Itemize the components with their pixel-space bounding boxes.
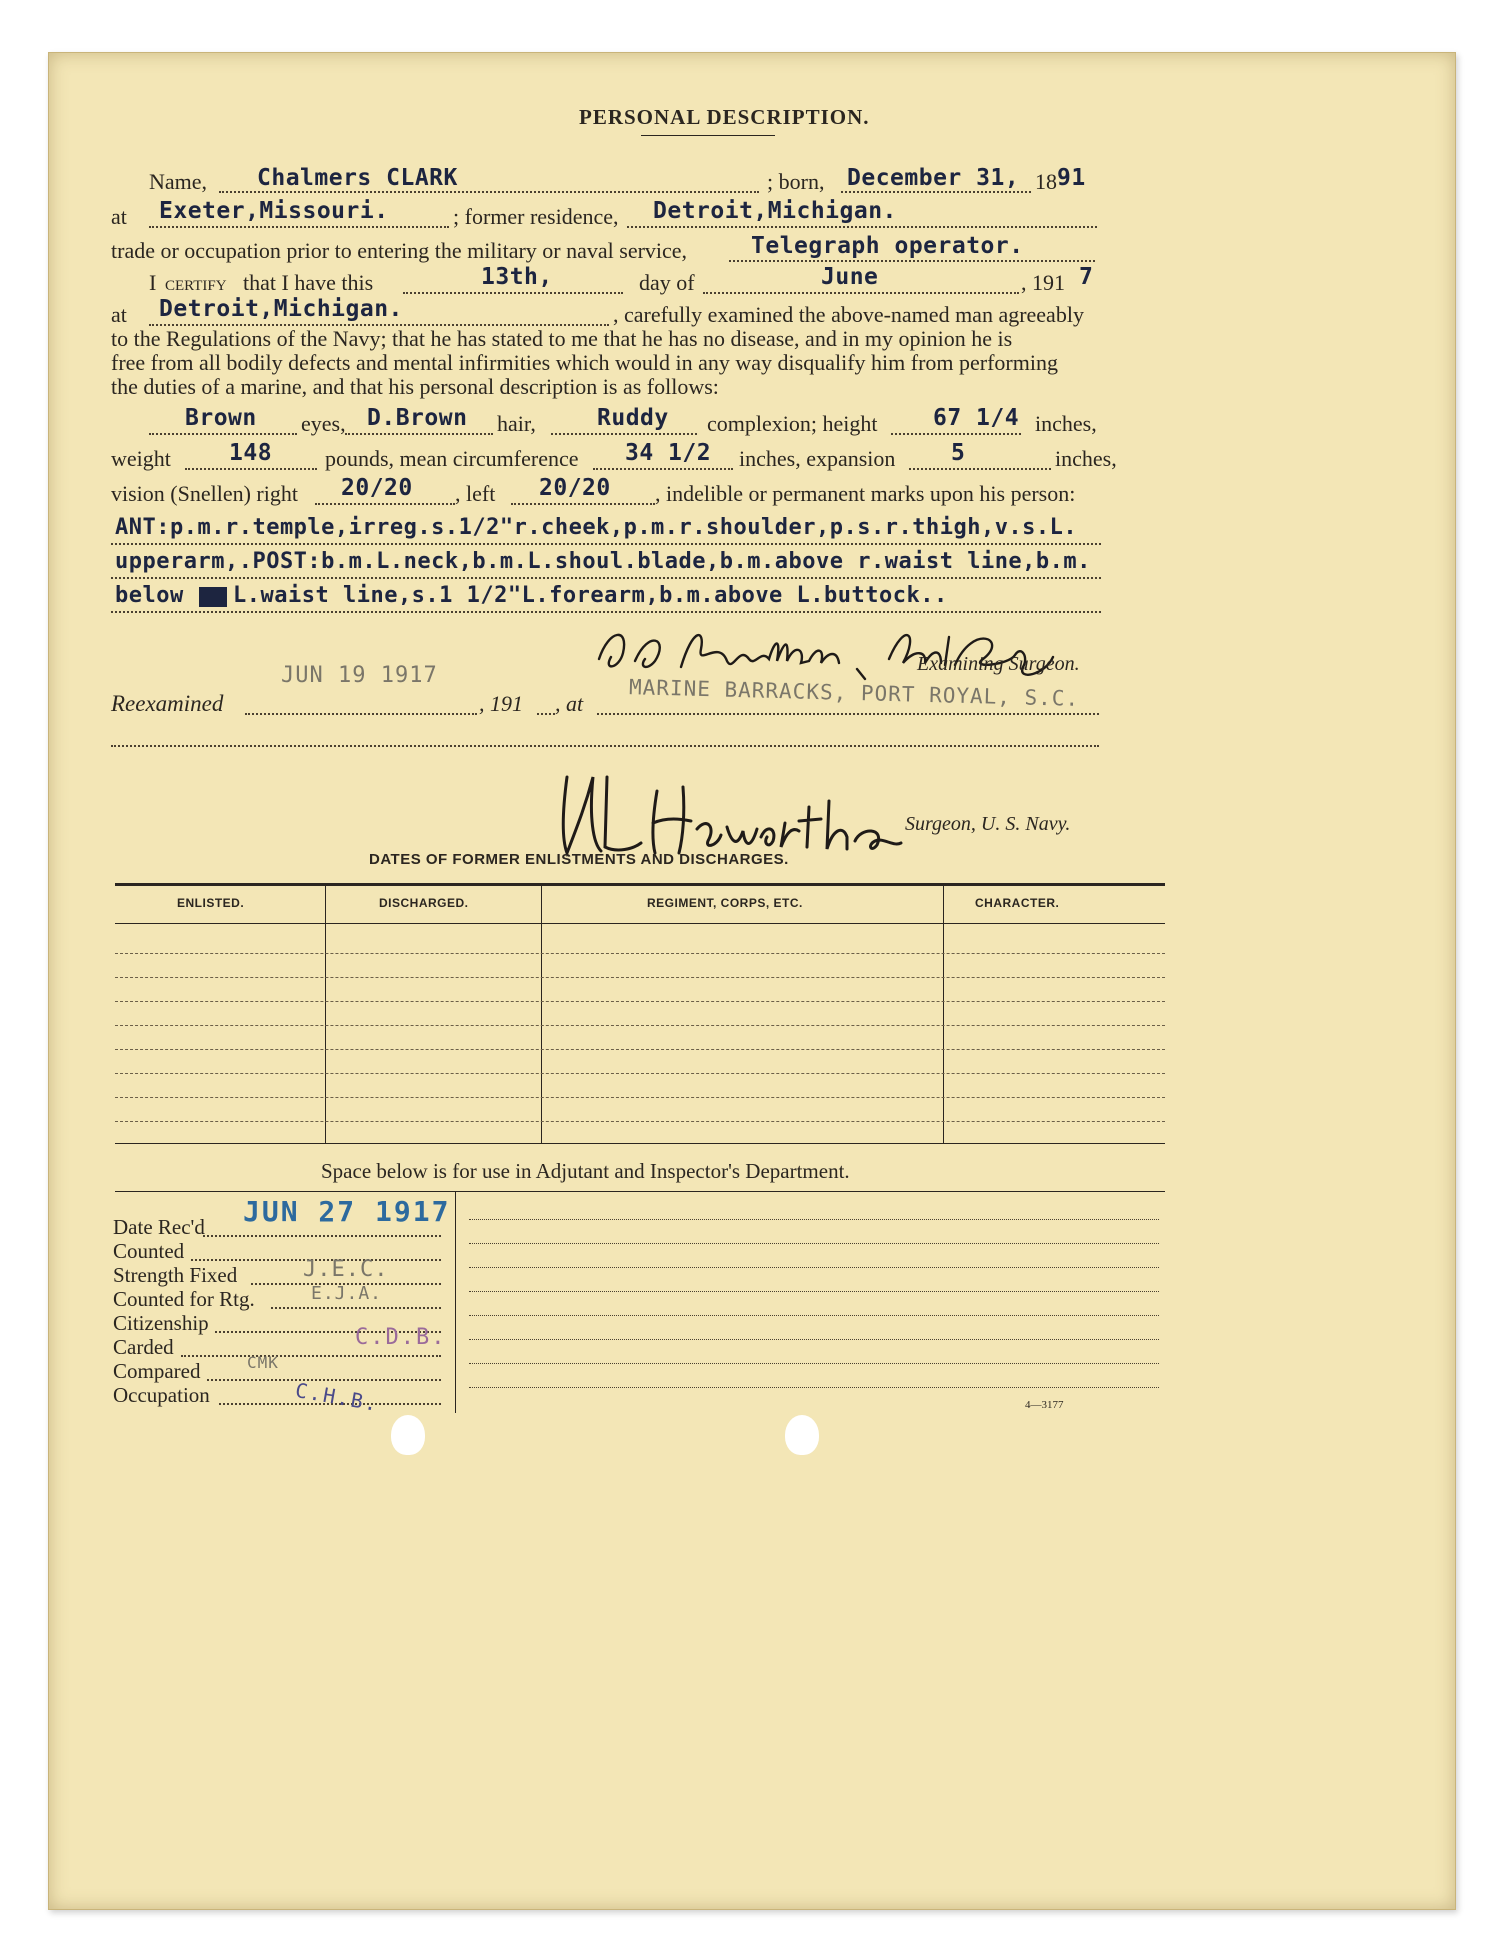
name-label: Name, bbox=[149, 169, 208, 194]
table-col-divider-1 bbox=[325, 886, 326, 1143]
circumference-value: 34 1/2 bbox=[625, 440, 712, 466]
birthplace-line bbox=[149, 226, 449, 228]
compared-line bbox=[207, 1379, 441, 1381]
reexamined-label: Reexamined bbox=[111, 691, 224, 716]
born-year-value: 91 bbox=[1057, 165, 1086, 191]
col-header-enlisted: ENLISTED. bbox=[177, 896, 245, 910]
birthplace-value: Exeter,Missouri. bbox=[159, 198, 389, 224]
form-sheet bbox=[48, 52, 1456, 1910]
reexam-at-label: , at bbox=[555, 691, 584, 716]
counted-rtg-initials-stamp: E.J.A. bbox=[311, 1283, 383, 1304]
table-row bbox=[115, 1073, 1165, 1074]
reexam-year-label: , 191 bbox=[479, 691, 523, 716]
reexam-date-line bbox=[245, 713, 477, 715]
carded-initials-stamp: C.D.B. bbox=[355, 1325, 447, 1350]
former-residence-line bbox=[627, 226, 1097, 228]
adjutant-right-row bbox=[469, 1267, 1159, 1268]
certify-i: I bbox=[149, 270, 157, 295]
marks-underline-1 bbox=[111, 543, 1101, 545]
vision-right-line bbox=[315, 503, 455, 505]
adjutant-right-row bbox=[469, 1219, 1159, 1220]
eyes-line bbox=[149, 433, 297, 435]
occupation-label: trade or occupation prior to entering the military or naval service, bbox=[111, 238, 688, 263]
complexion-line bbox=[551, 433, 697, 435]
adjutant-right-row bbox=[469, 1363, 1159, 1364]
adjutant-right-row bbox=[469, 1243, 1159, 1244]
punch-hole-left bbox=[391, 1415, 425, 1455]
reexam-place-stamp: MARINE BARRACKS, PORT ROYAL, S.C. bbox=[628, 675, 1080, 711]
reexam-extra-line bbox=[111, 745, 1099, 747]
exam-month-value: June bbox=[821, 264, 879, 290]
table-header-border bbox=[115, 923, 1165, 924]
carded-line bbox=[181, 1355, 441, 1357]
former-residence-label: ; former residence, bbox=[453, 204, 619, 229]
field-counted: Counted bbox=[113, 1239, 185, 1263]
reexam-year-line bbox=[537, 713, 555, 715]
adjutant-top-border bbox=[115, 1191, 1165, 1192]
name-value: Chalmers CLARK bbox=[257, 165, 458, 191]
col-header-character: CHARACTER. bbox=[975, 896, 1060, 910]
weight-value: 148 bbox=[229, 440, 273, 466]
name-line bbox=[219, 191, 759, 193]
adjutant-right-row bbox=[469, 1339, 1159, 1340]
table-row bbox=[115, 1025, 1165, 1026]
marks-line-3a: below bbox=[115, 583, 184, 608]
certify-word: certify bbox=[165, 270, 227, 295]
strength-initials-stamp: J.E.C. bbox=[303, 1257, 389, 1282]
born-value: December 31, bbox=[847, 165, 1020, 191]
counted-rtg-line bbox=[271, 1307, 441, 1309]
height-line bbox=[891, 433, 1021, 435]
paragraph-line-4: the duties of a marine, and that his personal description is as follows: bbox=[111, 374, 719, 399]
born-label: ; born, bbox=[767, 169, 825, 194]
surgeon-navy-label: Surgeon, U. S. Navy. bbox=[905, 813, 1071, 835]
height-label: inches, bbox=[1035, 411, 1097, 436]
expansion-value: 5 bbox=[951, 440, 966, 466]
field-date-recd: Date Rec'd bbox=[113, 1215, 205, 1239]
weight-line bbox=[185, 468, 317, 470]
former-residence-value: Detroit,Michigan. bbox=[653, 198, 897, 224]
born-year-prefix: 18 bbox=[1035, 169, 1057, 194]
reexam-place-line bbox=[597, 713, 1099, 715]
height-value: 67 1/4 bbox=[933, 405, 1020, 431]
page-title: PERSONAL DESCRIPTION. bbox=[579, 105, 870, 129]
exam-month-line bbox=[703, 292, 1019, 294]
col-header-discharged: DISCHARGED. bbox=[379, 896, 469, 910]
field-carded: Carded bbox=[113, 1335, 174, 1359]
hair-label: hair, bbox=[497, 411, 536, 436]
exam-place-value: Detroit,Michigan. bbox=[159, 296, 403, 322]
eyes-value: Brown bbox=[185, 405, 257, 431]
vision-label: vision (Snellen) right bbox=[111, 481, 298, 506]
occupation-value: Telegraph operator. bbox=[751, 233, 1024, 259]
compared-initials: CMK bbox=[247, 1353, 279, 1372]
vision-left-line bbox=[511, 503, 655, 505]
hair-value: D.Brown bbox=[367, 405, 468, 431]
exam-day-value: 13th, bbox=[481, 264, 553, 290]
marks-line-2: upperarm,.POST:b.m.L.neck,b.m.L.shoul.blade,b.m.above r.waist line,b.m. bbox=[115, 549, 1091, 574]
marks-line-3b: L.waist line,s.1 1/2"L.forearm,b.m.above L.buttock.. bbox=[233, 583, 948, 608]
pounds-label: pounds, mean circumference bbox=[325, 446, 579, 471]
adjutant-right-row bbox=[469, 1315, 1159, 1316]
form-number: 4—3177 bbox=[1025, 1399, 1064, 1411]
vision-left-value: 20/20 bbox=[539, 475, 611, 501]
field-occupation: Occupation bbox=[113, 1383, 210, 1407]
marks-label: , indelible or permanent marks upon his person: bbox=[655, 481, 1076, 506]
complexion-label: complexion; height bbox=[707, 411, 878, 436]
table-row bbox=[115, 1097, 1165, 1098]
adjutant-right-row bbox=[469, 1387, 1159, 1388]
hair-line bbox=[345, 433, 493, 435]
paragraph-line-2: to the Regulations of the Navy; that he has stated to me that he has no disease, and in my opinion he is bbox=[111, 326, 1013, 351]
adjutant-divider bbox=[455, 1191, 456, 1413]
date-recd-line bbox=[203, 1235, 441, 1237]
exam-tail-text: , carefully examined the above-named man agreeably bbox=[613, 302, 1084, 327]
complexion-value: Ruddy bbox=[597, 405, 669, 431]
weight-label: weight bbox=[111, 446, 171, 471]
col-header-regiment: REGIMENT, CORPS, ETC. bbox=[647, 896, 803, 910]
occupation-initials-stamp: C.H.B. bbox=[293, 1377, 381, 1417]
exam-year-value: 7 bbox=[1079, 264, 1094, 290]
punch-hole-right bbox=[785, 1415, 819, 1455]
vision-right-value: 20/20 bbox=[341, 475, 413, 501]
exam-place-label: at bbox=[111, 302, 127, 327]
marks-underline-2 bbox=[111, 577, 1101, 579]
born-line bbox=[841, 191, 1031, 193]
exam-year-prefix: , 191 bbox=[1021, 270, 1065, 295]
exam-day-line bbox=[403, 292, 623, 294]
expansion-label: inches, expansion bbox=[739, 446, 896, 471]
reexam-date-stamp: JUN 19 1917 bbox=[281, 663, 438, 688]
adjutant-heading: Space below is for use in Adjutant and Inspector's Department. bbox=[321, 1159, 850, 1183]
marks-line-1: ANT:p.m.r.temple,irreg.s.1/2"r.cheek,p.m.r.shoulder,p.s.r.thigh,v.s.L. bbox=[115, 515, 1078, 540]
vision-left-label: , left bbox=[455, 481, 496, 506]
circumference-line bbox=[593, 468, 733, 470]
paragraph-line-3: free from all bodily defects and mental infirmities which would in any way disqualify him from performing bbox=[111, 350, 1058, 375]
table-col-divider-3 bbox=[943, 886, 944, 1143]
field-citizenship: Citizenship bbox=[113, 1311, 209, 1335]
occupation-line bbox=[729, 260, 1095, 262]
title-underline bbox=[641, 135, 775, 136]
table-col-divider-2 bbox=[541, 886, 542, 1143]
enlistments-heading: DATES OF FORMER ENLISTMENTS AND DISCHARGES. bbox=[369, 851, 789, 868]
certify-text: that I have this bbox=[243, 270, 374, 295]
adjutant-right-row bbox=[469, 1291, 1159, 1292]
table-top-border bbox=[115, 883, 1165, 886]
table-row bbox=[115, 953, 1165, 954]
expansion-inches-label: inches, bbox=[1055, 446, 1117, 471]
table-row bbox=[115, 1049, 1165, 1050]
examining-surgeon-label: Examining Surgeon. bbox=[917, 653, 1080, 675]
expansion-line bbox=[909, 468, 1051, 470]
table-row bbox=[115, 1001, 1165, 1002]
table-row bbox=[115, 977, 1165, 978]
date-received-stamp: JUN 27 1917 bbox=[243, 1195, 451, 1228]
field-counted-rtg: Counted for Rtg. bbox=[113, 1287, 255, 1311]
field-compared: Compared bbox=[113, 1359, 201, 1383]
table-bottom-border bbox=[115, 1143, 1165, 1144]
table-row bbox=[115, 1121, 1165, 1122]
field-strength-fixed: Strength Fixed bbox=[113, 1263, 238, 1287]
strikeout-block bbox=[199, 587, 227, 607]
day-of-label: day of bbox=[639, 270, 695, 295]
eyes-label: eyes, bbox=[301, 411, 346, 436]
birthplace-label: at bbox=[111, 204, 127, 229]
